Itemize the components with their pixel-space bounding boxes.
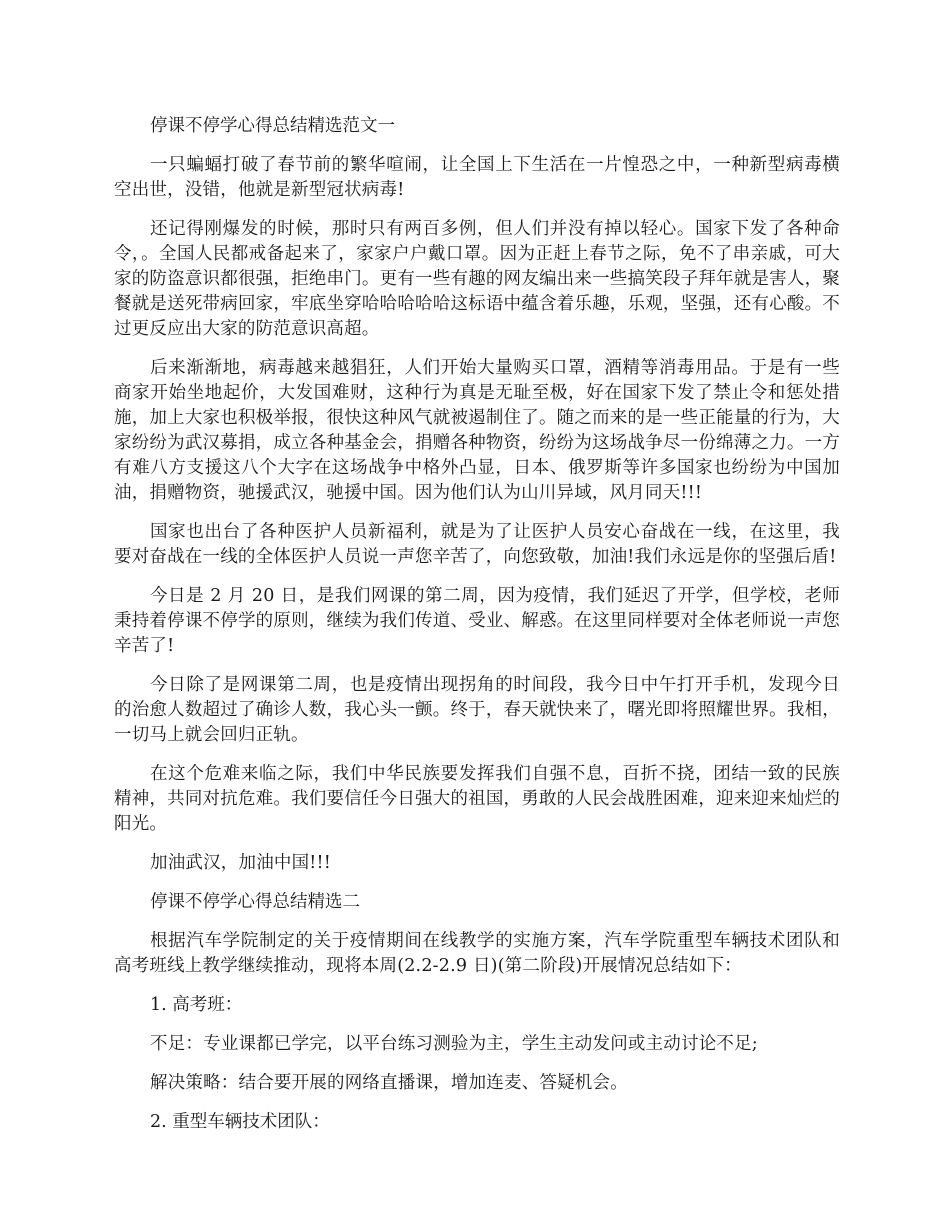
subheading-2: 2. 重型车辆技术团队： [150,1112,330,1132]
paragraph-11: 解决策略：结合要开展的网络直播课，增加连麦、答疑机会。 [150,1073,628,1093]
paragraph-3: 后来渐渐地，病毒越来越猖狂，人们开始大量购买口罩，酒精等消毒用品。于是有一些商家开始坐地起价，大发国难财，这种行为真是无耻至极，好在国家下发了禁止令和惩处措施，加上大家也积极举报，很快这种风气就被遏制住了。随之而来的是一些正能量的行为，大家纷纷为武汉募捐，成立各种基金会，捐赠各种物资，纷纷为这场战争尽一份绵薄之力。一方有难八方支援这八个大字在这场战争中格外凸显，日本、俄罗斯等许多国家也纷纷为中国加油，捐赠物资，驰援武汉，驰援中国。因为他们认为山川异域，风月同天!!! [114,358,840,503]
section-title-1: 停课不停学心得总结精选范文一 [150,116,395,136]
paragraph-1: 一只蝙蝠打破了春节前的繁华喧闹，让全国上下生活在一片惶恐之中，一种新型病毒横空出世，没错，他就是新型冠状病毒! [114,155,840,200]
paragraph-10: 不足：专业课都已学完，以平台练习测验为主，学生主动发问或主动讨论不足; [150,1034,758,1054]
paragraph-5: 今日是 2 月 20 日，是我们网课的第二周，因为疫情，我们延迟了开学，但学校，老师秉持着停课不停学的原则，继续为我们传道、受业、解惑。在这里同样要对全体老师说一声您辛苦了! [114,586,840,656]
paragraph-2: 还记得刚爆发的时候，那时只有两百多例，但人们并没有掉以轻心。国家下发了各种命令，。全国人民都戒备起来了，家家户户戴口罩。因为正赶上春节之际，免不了串亲戚，可大家的防盗意识都很强，拒绝串门。更有一些有趣的网友编出来一些搞笑段子拜年就是害人，聚餐就是送死带病回家，牢底坐穿哈哈哈哈哈这标语中蕴含着乐趣，乐观，坚强，还有心酸。不过更反应出大家的防范意识高超。 [114,219,840,339]
document-page [114,114,840,1149]
paragraph-8: 加油武汉，加油中国!!! [150,853,331,873]
subheading-1: 1. 高考班： [150,995,243,1015]
paragraph-9: 根据汽车学院制定的关于疫情期间在线教学的实施方案，汽车学院重型车辆技术团队和高考班线上教学继续推动，现将本周(2.2-2.9 日)(第二阶段)开展情况总结如下： [114,931,840,976]
paragraph-6: 今日除了是网课第二周，也是疫情出现拐角的时间段，我今日中午打开手机，发现今日的治愈人数超过了确诊人数，我心头一颤。终于，春天就快来了，曙光即将照耀世界。我相，一切马上就会回归正轨。 [114,675,840,745]
section-title-2: 停课不停学心得总结精选二 [150,892,360,912]
paragraph-4: 国家也出台了各种医护人员新福利，就是为了让医护人员安心奋战在一线，在这里，我要对奋战在一线的全体医护人员说一声您辛苦了，向您致敬，加油!我们永远是你的坚强后盾! [114,522,840,567]
paragraph-7: 在这个危难来临之际，我们中华民族要发挥我们自强不息，百折不挠，团结一致的民族精神，共同对抗危难。我们要信任今日强大的祖国，勇敢的人民会战胜困难，迎来迎来灿烂的阳光。 [114,764,840,834]
